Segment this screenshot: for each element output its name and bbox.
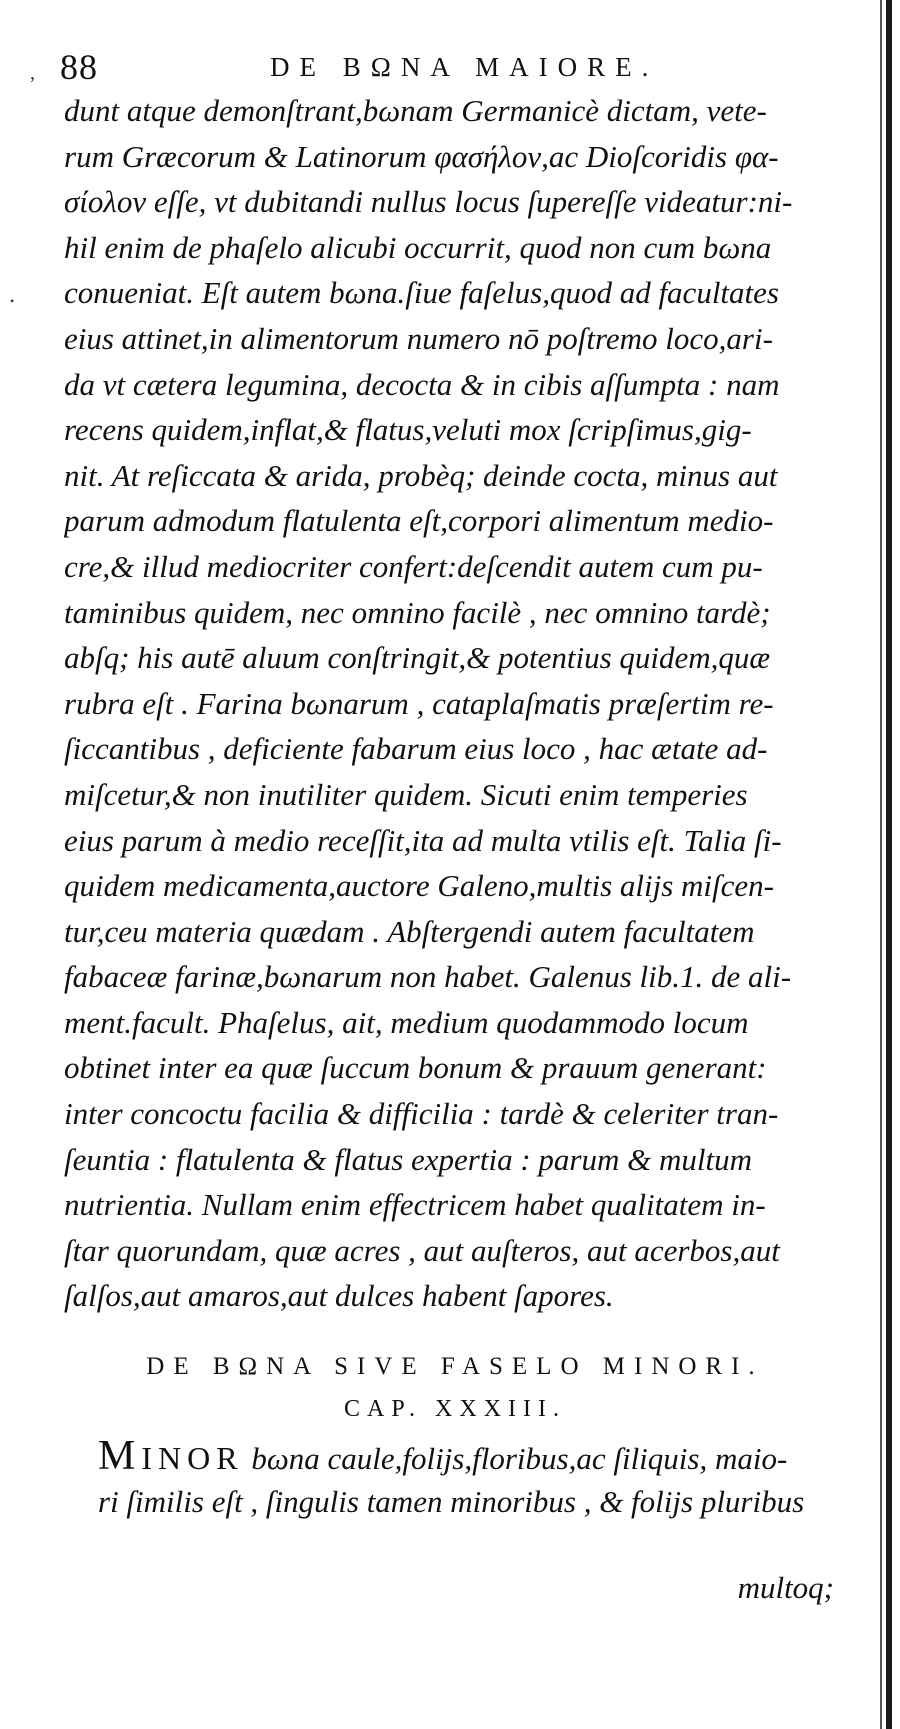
chapter-text-line: ri ſimilis eſt , ſingulis tamen minoribus , & folijs pluribus (98, 1484, 805, 1519)
body-line: ſtar quorundam, quæ acres , aut auſteros, aut acerbos,aut (64, 1232, 780, 1268)
section-heading: DE BΩNA SIVE FASELO MINORI. (146, 1353, 764, 1380)
body-line: tur,ceu materia quædam . Abſtergendi autem facultatem (64, 913, 755, 949)
first-line-rest: bωna caule,folijs,floribus,ac ſiliquis, maio- (243, 1441, 788, 1476)
body-line: parum admodum flatulenta eſt,corpori alimentum medio- (64, 503, 774, 539)
body-line: abſq; his autē aluum conſtringit,& potentius quidem,quæ (64, 640, 771, 676)
body-line: hil enim de phaſelo alicubi occurrit, quod non cum bωna (64, 229, 772, 265)
margin-mark-dot: • (10, 294, 15, 308)
body-line: conueniat. Eſt autem bωna.ſiue faſelus,quod ad facultates (64, 275, 779, 311)
drop-initial: M (98, 1433, 142, 1479)
body-line: cre,& illud mediocriter confert:deſcendit autem cum pu- (64, 548, 763, 584)
margin-mark-top: , (30, 62, 35, 84)
catchword: multoq; (737, 1570, 834, 1605)
body-line: eius attinet,in alimentorum numero nō poſtremo loco,ari- (64, 320, 773, 356)
body-line: obtinet inter ea quæ ſuccum bonum & prauum generant: (64, 1050, 767, 1086)
body-line: dunt atque demonſtrant,bωnam Germanicè dictam, vete- (64, 93, 767, 128)
body-line: ſeuntia : flatulenta & flatus expertia : parum & multum (64, 1141, 752, 1177)
body-line: inter concoctu facilia & difficilia : tardè & celeriter tran- (64, 1096, 779, 1132)
body-line: eius parum à medio receſſit,ita ad multa vtilis eſt. Talia ſi- (64, 822, 782, 858)
chapter-label: CAP. XXXIII. (344, 1396, 566, 1422)
body-line: recens quidem,inflat,& flatus,veluti mox ſcripſimus,gig- (64, 412, 752, 448)
page-number: 88 (60, 47, 98, 87)
body-line: rum Græcorum & Latinorum φασήλον,ac Dioſcoridis φα- (64, 138, 779, 174)
body-line: ment.facult. Phaſelus, ait, medium quodammodo locum (64, 1004, 749, 1040)
page-edge-shadow (886, 0, 892, 1729)
body-line: quidem medicamenta,auctore Galeno,multis alijs miſcen- (64, 868, 774, 904)
drop-initial-word (98, 1433, 244, 1479)
body-line: σίολον eſſe, vt dubitandi nullus locus ſupereſſe videatur:ni- (64, 184, 793, 220)
body-text (64, 88, 850, 1319)
body-line: fabaceæ farinæ,bωnarum non habet. Galenus lib.1. de ali- (64, 959, 792, 995)
drop-rest: INOR (141, 1440, 244, 1476)
body-line: da vt cætera legumina, decocta & in cibis aſſumpta : nam (64, 366, 780, 402)
body-line: ſiccantibus , deficiente fabarum eius loco , hac ætate ad- (64, 731, 768, 767)
body-line: rubra eſt . Farina bωnarum , cataplaſmatis præſertim re- (64, 685, 774, 721)
page-header (60, 46, 850, 90)
body-line: ſalſos,aut amaros,aut dulces habent ſapores. (64, 1278, 614, 1314)
chapter-body (98, 1433, 850, 1525)
running-head: DE BΩNA MAIORE. (270, 52, 659, 82)
page-gutter-line (880, 0, 882, 1729)
chapter-first-line (98, 1433, 850, 1479)
body-line: nutrientia. Nullam enim effectricem habet qualitatem in- (64, 1187, 766, 1223)
body-line: taminibus quidem, nec omnino facilè , nec omnino tardè; (64, 594, 771, 630)
body-line: nit. At reſiccata & arida, probèq; deinde cocta, minus aut (64, 457, 778, 493)
body-line: miſcetur,& non inutiliter quidem. Sicuti enim temperies (64, 776, 748, 812)
